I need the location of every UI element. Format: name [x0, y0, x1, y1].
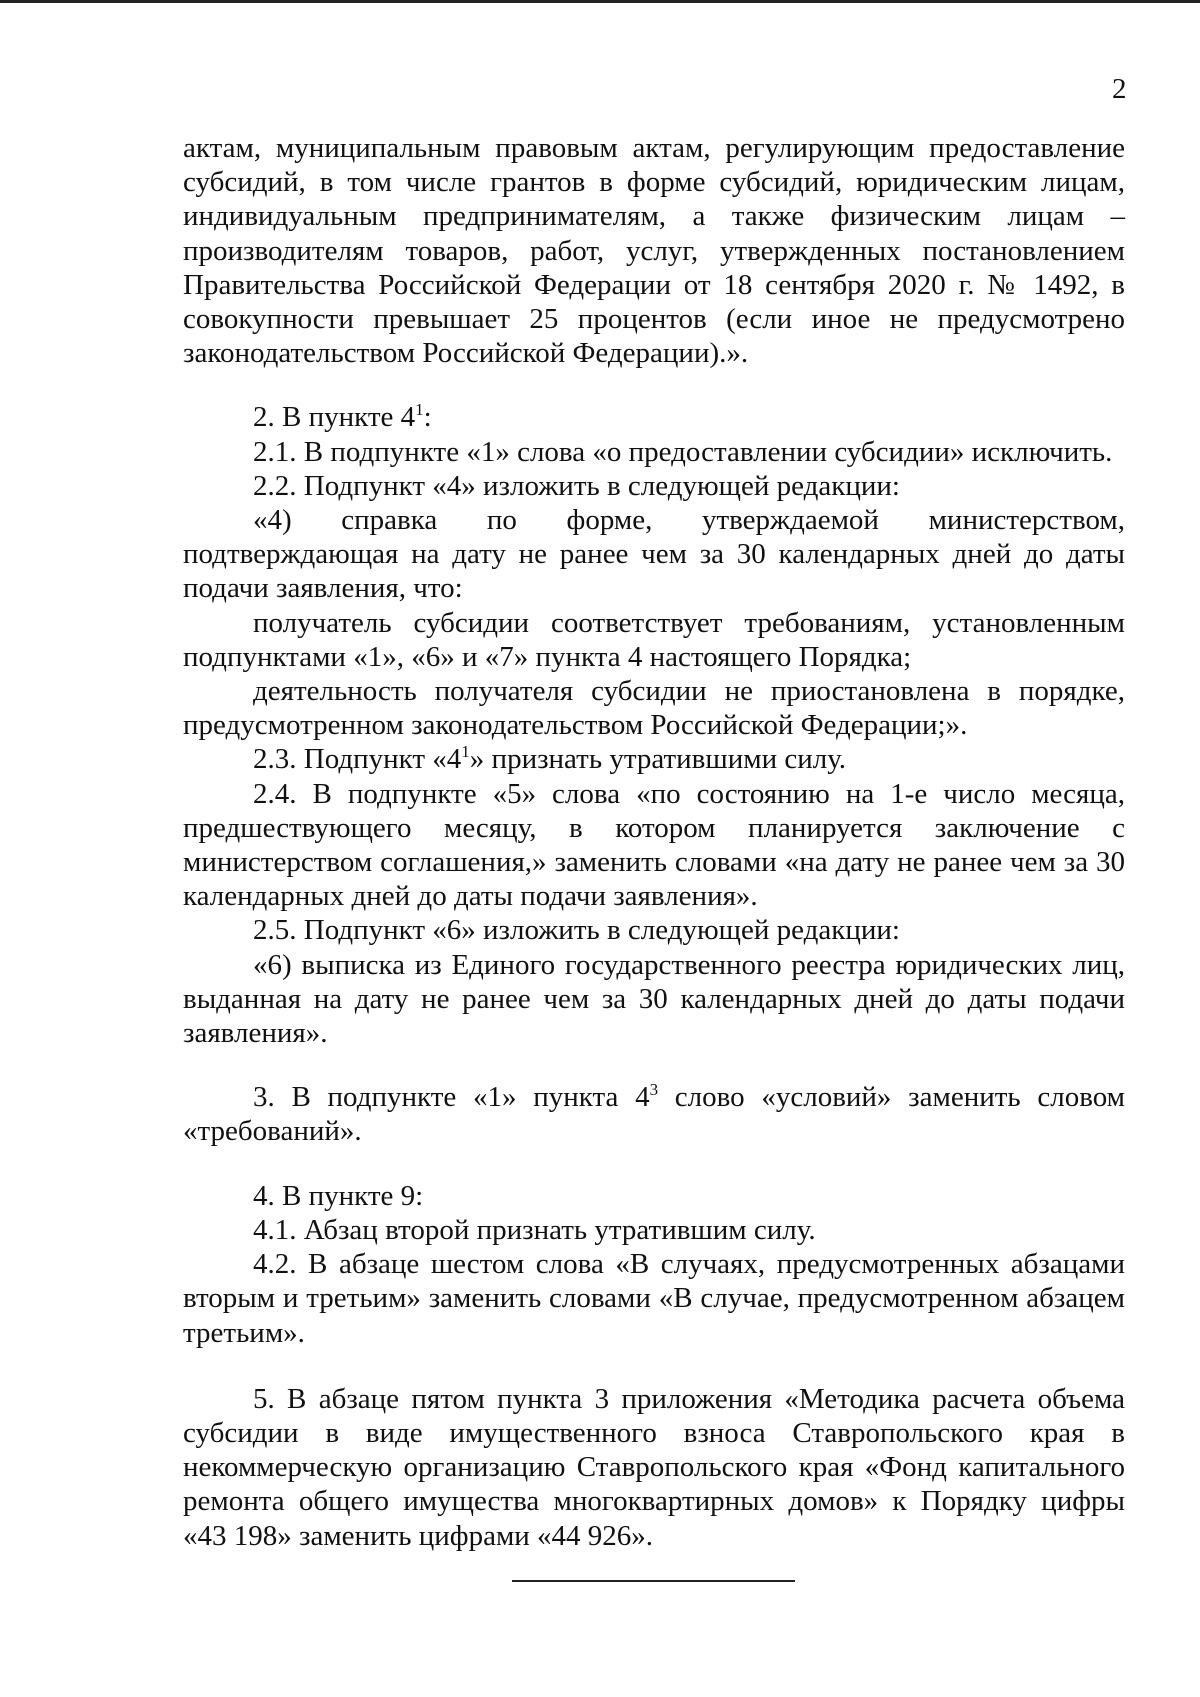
end-of-document-rule — [512, 1580, 795, 1582]
document-body — [183, 131, 1125, 1553]
item-2-1: 2.1. В подпункте «1» слова «о предоставлении субсидии» исключить. — [253, 435, 1113, 468]
item-2-3: 2.3. Подпункт «$4^1$» признать утратившими силу. — [253, 742, 847, 776]
section-5-paragraph: 5. В абзаце пятом пункта 3 приложения «Методика расчета объема субсидии в виде имущественного взноса Ставропольского края в некоммерческую организацию Ставропольского края «Фонд капитального ремонта общего имущества многоквартирных домов» к Порядку цифры «43 198» заменить цифрами «44 926». — [183, 1382, 1125, 1552]
section-3-paragraph: 3. В подпункте «1» пункта $4^3$ слово «условий» заменить словом «требований». — [183, 1080, 1125, 1148]
item-2-2: 2.2. Подпункт «4» изложить в следующей редакции: — [253, 469, 900, 502]
item-2-5-quote: «6) выписка из Единого государственного реестра юридических лиц, выданная на дату не ранее чем за 30 календарных дней до даты подачи заявления». — [183, 948, 1125, 1050]
item-2-2-quote-1: «4) справка по форме, утверждаемой министерством, подтверждающая на дату не ранее чем за 30 календарных дней до даты подачи заявления, что: — [183, 504, 1125, 605]
intro-paragraph: актам, муниципальным правовым актам, регулирующим предоставление субсидий, в том числе грантов в форме субсидий, юридическим лицам, индивидуальным предпринимателям, а также физическим лицам – производителям товаров, работ, услуг, утвержденных постановлением Правительства Российской Федерации от 18 сентября 2020 г. № 1492, в совокупности превышает 25 процентов (если иное не предусмотрено законодательством Российской Федерации).». — [183, 132, 1125, 370]
item-4-2: 4.2. В абзаце шестом слова «В случаях, предусмотренных абзацами вторым и третьим» заменить словами «В случае, предусмотренном абзацем третьим». — [183, 1248, 1125, 1349]
section-2-heading: 2. В пункте $4^1$: — [253, 400, 432, 434]
section-4-heading: 4. В пункте 9: — [253, 1179, 424, 1212]
page-number: 2 — [1112, 73, 1127, 105]
item-4-1: 4.1. Абзац второй признать утратившим силу. — [253, 1213, 816, 1246]
item-2-5: 2.5. Подпункт «6» изложить в следующей редакции: — [253, 914, 900, 947]
item-2-4: 2.4. В подпункте «5» слова «по состоянию на 1-е число месяца, предшествующего месяцу, в котором планируется заключение с министерством соглашения,» заменить словами «на дату не ранее чем за 30 календарных дней до даты подачи заявления». — [183, 777, 1125, 913]
page-top-border — [0, 0, 1200, 3]
item-2-2-quote-2: получатель субсидии соответствует требованиям, установленным подпунктами «1», «6» и «7» пункта 4 настоящего Порядка; — [183, 606, 1125, 673]
item-2-2-quote-3: деятельность получателя субсидии не приостановлена в порядке, предусмотренном законодательством Российской Федерации;». — [183, 675, 1125, 742]
